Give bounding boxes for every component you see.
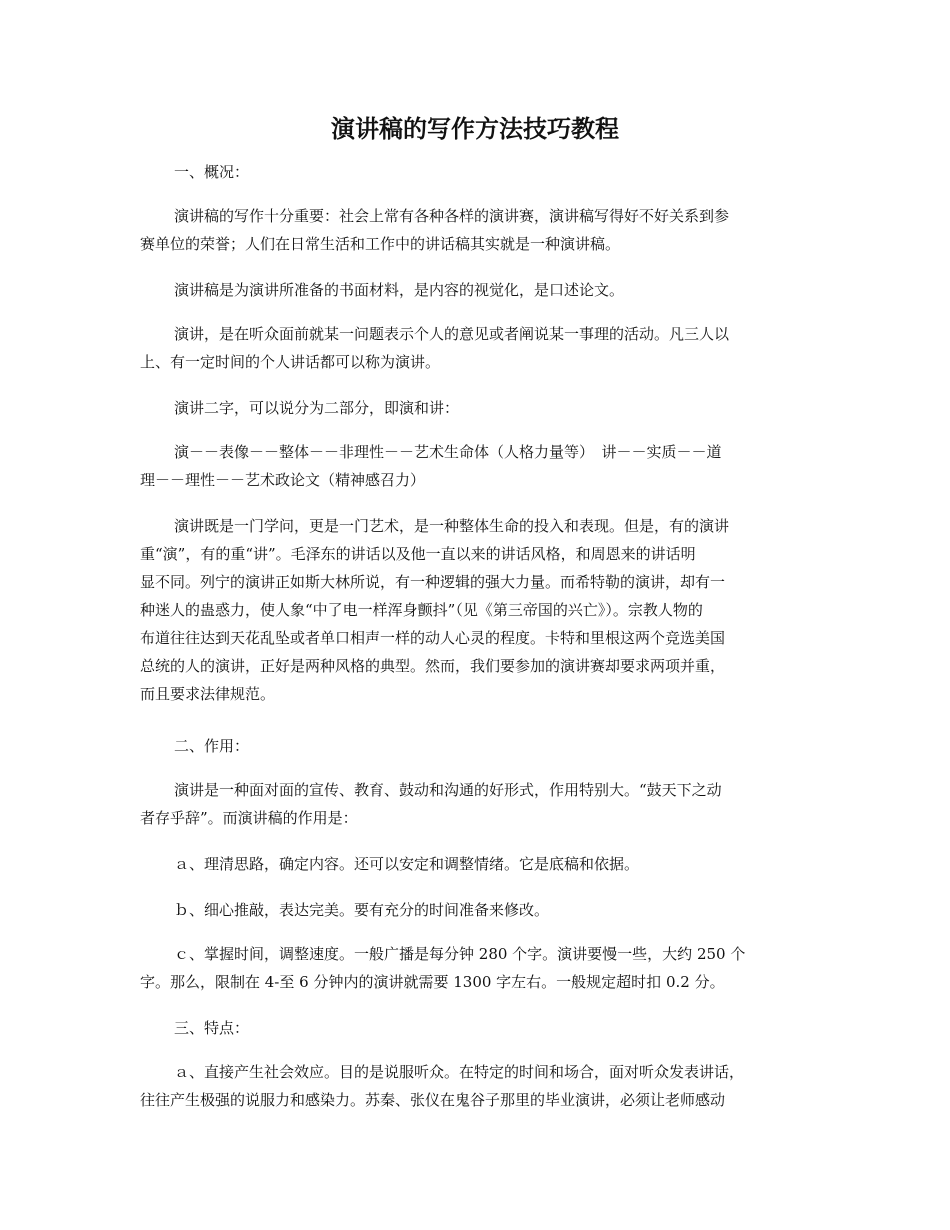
text-line: 演讲是一种面对面的宣传、教育、鼓动和沟通的好形式，作用特别大。“鼓天下之动 [174,781,722,799]
section-heading-overview [140,158,812,186]
text-line: 理－－理性－－艺术政论文（精神感召力） [140,471,426,489]
paragraph [140,438,812,494]
paragraph [140,512,812,708]
list-item [140,1058,812,1114]
paragraph [140,202,812,258]
paragraph [140,776,812,832]
text-line: ａ、直接产生社会效应。目的是说服听众。在特定的时间和场合，面对听众发表讲话， [174,1063,745,1081]
text-line: 演讲既是一门学问，更是一门艺术，是一种整体生命的投入和表现。但是，有的演讲 [174,517,730,535]
section-heading-function [140,732,812,760]
text-line: 二、作用： [174,737,250,755]
text-line: 显不同。列宁的演讲正如斯大林所说，有一种逻辑的强大力量。而希特勒的演讲，却有一 [140,573,726,591]
text-line: 演讲二字，可以说分为二部分，即演和讲： [174,399,460,417]
text-line: ｃ、掌握时间，调整速度。一般广播是每分钟 280 个字。演讲要慢一些，大约 250 个 [174,945,746,963]
text-line: 上、有一定时间的个人讲话都可以称为演讲。 [140,353,441,371]
text-line: 一、概况： [174,163,250,181]
paragraph [140,276,812,304]
text-line: 演讲稿是为演讲所准备的书面材料，是内容的视觉化，是口述论文。 [174,281,625,299]
list-item [140,896,812,924]
list-item [140,850,812,878]
paragraph [140,394,812,422]
text-line: ｂ、细心推敲，表达完美。要有充分的时间准备来修改。 [174,901,550,919]
text-line: ａ、理清思路，确定内容。还可以安定和调整情绪。它是底稿和依据。 [174,855,640,873]
text-line: 种迷人的蛊惑力，使人象“中了电一样浑身颤抖”（见《第三帝国的兴亡》）。宗教人物的 [140,601,703,619]
text-line: 重“演”，有的重“讲”。毛泽东的讲话以及他一直以来的讲话风格，和周恩来的讲话明 [140,545,696,563]
text-line: 者存乎辞”。而演讲稿的作用是： [140,809,358,827]
text-line: 字。那么，限制在 4-至 6 分钟内的演讲就需要 1300 字左右。一般规定超时扣 0.2 分。 [140,973,725,991]
text-line: 演－－表像－－整体－－非理性－－艺术生命体（人格力量等） 讲－－实质－－道 [174,443,722,461]
list-item [140,940,812,996]
text-line: 演讲，是在听众面前就某一问题表示个人的意见或者阐说某一事理的活动。凡三人以 [174,325,730,343]
text-line: 布道往往达到天花乱坠或者单口相声一样的动人心灵的程度。卡特和里根这两个竞选美国 [140,629,726,647]
text-line: 往往产生极强的说服力和感染力。苏秦、张仪在鬼谷子那里的毕业演讲，必须让老师感动 [140,1091,726,1109]
text-line: 而且要求法律规范。 [140,685,276,703]
section-heading-features [140,1014,812,1042]
text-line: 三、特点： [174,1019,250,1037]
text-line: 总统的人的演讲，正好是两种风格的典型。然而，我们要参加的演讲赛却要求两项并重， [140,657,726,675]
document-title: 演讲稿的写作方法技巧教程 [331,114,619,143]
paragraph [140,320,812,376]
text-line: 演讲稿的写作十分重要：社会上常有各种各样的演讲赛，演讲稿写得好不好关系到参 [174,207,730,225]
text-line: 赛单位的荣誉；人们在日常生活和工作中的讲话稿其实就是一种演讲稿。 [140,235,621,253]
